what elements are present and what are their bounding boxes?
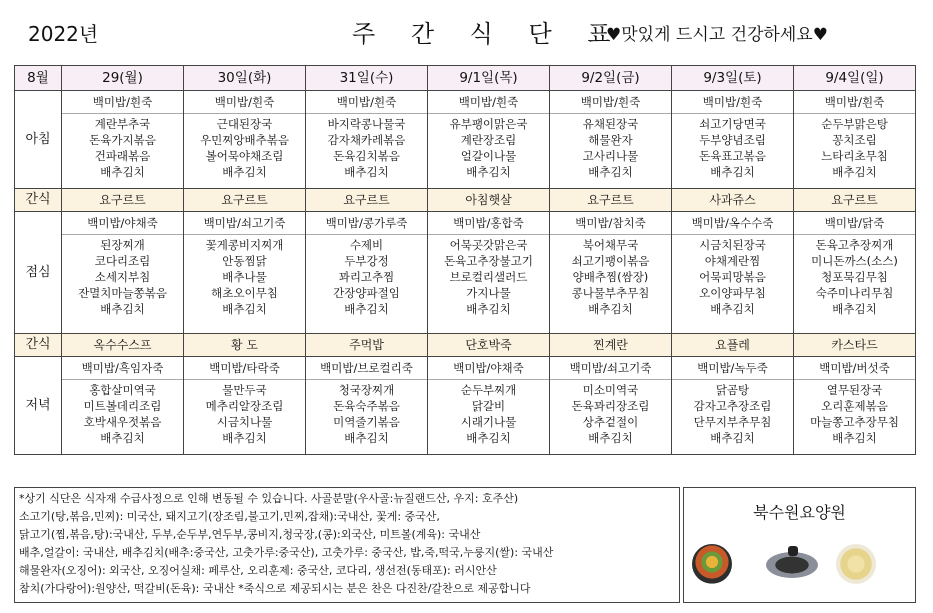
side-dish: 어묵곳갓맑은국 [449, 238, 528, 252]
side-dish: 계란장조림 [460, 133, 517, 147]
side-dish: 시금치나물 [216, 415, 273, 429]
side-dish: 돈육숙주볶음 [333, 399, 400, 413]
side-dish: 배추김치 [100, 165, 145, 179]
snack-item: 카스타드 [794, 334, 916, 357]
day-header: 9/4일(일) [794, 66, 916, 91]
snack-item: 아침햇살 [428, 189, 550, 212]
notes-box [14, 487, 680, 603]
side-dish: 해물완자 [588, 133, 633, 147]
side-dish: 배추김치 [100, 302, 145, 316]
lunch-sides-row [15, 235, 916, 334]
dinner-side-dishes [62, 380, 184, 455]
side-dish: 배추김치 [832, 431, 877, 445]
note-line: 배추,얼갈이: 국내산, 배추김치(배추:중국산, 고춧가루:중국산), 고춧가루: 중국산, 밥,죽,떡국,누룽지(쌀): 국내산 [19, 546, 554, 559]
lunch-main-dish: 백미밥/홍합죽 [428, 212, 550, 235]
snack2-row [15, 334, 916, 357]
year-label: 2022년 [28, 22, 99, 46]
side-dish: 배추김치 [588, 165, 633, 179]
side-dish: 오리훈제볶음 [821, 399, 888, 413]
teapot-lid-icon [788, 546, 798, 556]
snack1-row [15, 189, 916, 212]
side-dish: 배추김치 [466, 165, 511, 179]
day-header: 31일(수) [306, 66, 428, 91]
lunch-main-row [15, 212, 916, 235]
side-dish: 호박새우젓볶음 [83, 415, 162, 429]
snack-item: 요구르트 [62, 189, 184, 212]
side-dish: 숙주미나리무침 [815, 286, 894, 300]
dinner-side-dishes [550, 380, 672, 455]
breakfast-sides-row [15, 114, 916, 189]
snack-item: 옥수수스프 [62, 334, 184, 357]
snack2-label: 간식 [15, 334, 62, 357]
side-dish: 배추김치 [222, 165, 267, 179]
side-dish: 배추김치 [832, 302, 877, 316]
lunch-main-dish: 백미밥/참치죽 [550, 212, 672, 235]
side-dish: 바지락콩나물국 [327, 117, 406, 131]
day-header: 29(월) [62, 66, 184, 91]
side-dish: 꽈리고추찜 [338, 270, 395, 284]
facility-name: 북수원요양원 [753, 503, 846, 522]
side-dish: 미니돈까스(소스) [811, 254, 898, 268]
breakfast-main-dish: 백미밥/흰죽 [794, 91, 916, 114]
breakfast-main-dish: 백미밥/흰죽 [62, 91, 184, 114]
side-dish: 닭갈비 [471, 399, 506, 413]
breakfast-side-dishes [184, 114, 306, 189]
dinner-side-dishes [184, 380, 306, 455]
side-dish: 배추김치 [466, 431, 511, 445]
day-header: 9/3일(토) [672, 66, 794, 91]
lunch-side-dishes [306, 235, 428, 334]
breakfast-label: 아침 [15, 91, 62, 189]
side-dish: 브로컬리샐러드 [449, 270, 528, 284]
side-dish: 돈육김치볶음 [333, 149, 400, 163]
breakfast-side-dishes [794, 114, 916, 189]
side-dish: 청포묵김무침 [821, 270, 888, 284]
side-dish: 배추김치 [100, 431, 145, 445]
side-dish: 배추김치 [710, 431, 755, 445]
note-line: 닭고기(찜,볶음,탕):국내산, 두부,순두부,연두부,콩비지,청국장,(콩):외국산, 미트볼(계육): 국내산 [19, 528, 481, 541]
weekly-menu-table [14, 65, 916, 455]
snack-item: 요구르트 [184, 189, 306, 212]
side-dish: 미소미역국 [582, 383, 639, 397]
side-dish: 홍합살미역국 [89, 383, 156, 397]
breakfast-main-dish: 백미밥/흰죽 [306, 91, 428, 114]
side-dish: 볼어묵야채조림 [205, 149, 284, 163]
snack-item: 요구르트 [550, 189, 672, 212]
dinner-main-row [15, 357, 916, 380]
snack-item: 요플레 [672, 334, 794, 357]
rice-cake-icon [836, 544, 876, 584]
side-dish: 쇠고기팽이볶음 [571, 254, 650, 268]
page-title: 주 간 식 단 표 [352, 20, 625, 48]
side-dish: 고사리나물 [582, 149, 639, 163]
side-dish: 우민찌앙배추볶음 [200, 133, 289, 147]
side-dish: 단무지부추무침 [693, 415, 772, 429]
snack-item: 황 도 [184, 334, 306, 357]
side-dish: 열무된장국 [826, 383, 883, 397]
dinner-main-dish: 백미밥/타락죽 [184, 357, 306, 380]
side-dish: 배추김치 [588, 302, 633, 316]
day-header: 9/2일(금) [550, 66, 672, 91]
lunch-main-dish: 백미밥/옥수수죽 [672, 212, 794, 235]
note-line: 해물완자(오징어): 외국산, 오징어실채: 페루산, 오리훈제: 중국산, 코다리, 생선전(동태포): 러시안산 [19, 564, 497, 577]
snack-item: 요구르트 [794, 189, 916, 212]
month-cell: 8월 [15, 66, 62, 91]
side-dish: 돈육고추장찌개 [815, 238, 894, 252]
dinner-sides-row [15, 380, 916, 455]
side-dish: 수제비 [349, 238, 384, 252]
snack-item: 사과쥬스 [672, 189, 794, 212]
side-dish: 가지나물 [466, 286, 511, 300]
dinner-main-dish: 백미밥/쇠고기죽 [550, 357, 672, 380]
side-dish: 잔멸치마늘쫑볶음 [78, 286, 167, 300]
lunch-side-dishes [184, 235, 306, 334]
lunch-side-dishes [550, 235, 672, 334]
dinner-main-dish: 백미밥/야채죽 [428, 357, 550, 380]
side-dish: 꽁치조림 [832, 133, 877, 147]
side-dish: 느타리초무침 [821, 149, 888, 163]
facility-box [683, 487, 916, 603]
dinner-side-dishes [428, 380, 550, 455]
breakfast-main-row [15, 91, 916, 114]
side-dish: 상추겉절이 [582, 415, 639, 429]
side-dish: 근대된장국 [216, 117, 273, 131]
side-dish: 미트볼데리조림 [83, 399, 162, 413]
breakfast-side-dishes [550, 114, 672, 189]
dinner-side-dishes [672, 380, 794, 455]
side-dish: 소세지부침 [94, 270, 151, 284]
side-dish: 어묵피망볶음 [699, 270, 766, 284]
side-dish: 청국장찌개 [338, 383, 395, 397]
dinner-main-dish: 백미밥/흑임자죽 [62, 357, 184, 380]
side-dish: 해초오이무침 [211, 286, 278, 300]
dinner-side-dishes [306, 380, 428, 455]
side-dish: 순두부맑은탕 [821, 117, 888, 131]
dinner-main-dish: 백미밥/녹두죽 [672, 357, 794, 380]
side-dish: 배추나물 [222, 270, 267, 284]
side-dish: 닭곰탕 [715, 383, 750, 397]
side-dish: 물만두국 [222, 383, 267, 397]
side-dish: 꽃게콩비지찌개 [205, 238, 284, 252]
side-dish: 얼갈이나물 [460, 149, 517, 163]
day-header: 9/1일(목) [428, 66, 550, 91]
side-dish: 양배추찜(쌈장) [572, 270, 649, 284]
breakfast-side-dishes [62, 114, 184, 189]
dinner-side-dishes [794, 380, 916, 455]
lunch-main-dish: 백미밥/콩가루죽 [306, 212, 428, 235]
side-dish: 배추김치 [222, 431, 267, 445]
side-dish: 감자채카레볶음 [327, 133, 406, 147]
note-line: 소고기(탕,볶음,민찌): 미국산, 돼지고기(장조림,불고기,민찌,잡채):국내산, 꽃게: 중국산, [19, 510, 440, 523]
side-dish: 야채계란찜 [704, 254, 761, 268]
lunch-main-dish: 백미밥/닭죽 [794, 212, 916, 235]
side-dish: 건파래볶음 [94, 149, 151, 163]
side-dish: 안동찜닭 [222, 254, 267, 268]
side-dish: 시래기나물 [460, 415, 517, 429]
side-dish: 돈육꽈리장조림 [571, 399, 650, 413]
breakfast-main-dish: 백미밥/흰죽 [184, 91, 306, 114]
lunch-label: 점심 [15, 212, 62, 334]
breakfast-main-dish: 백미밥/흰죽 [672, 91, 794, 114]
day-header: 30일(화) [184, 66, 306, 91]
dinner-main-dish: 백미밥/브로컬리죽 [306, 357, 428, 380]
breakfast-side-dishes [428, 114, 550, 189]
snack-item: 요구르트 [306, 189, 428, 212]
side-dish: 돈육가지볶음 [89, 133, 156, 147]
lunch-main-dish: 백미밥/쇠고기죽 [184, 212, 306, 235]
snack1-label: 간식 [15, 189, 62, 212]
side-dish: 순두부찌개 [460, 383, 517, 397]
note-line: *상기 식단은 식자재 수급사정으로 인해 변동될 수 있습니다. 사골분말(우사골:뉴질랜드산, 우지: 호주산) [19, 492, 519, 505]
side-dish: 배추김치 [710, 302, 755, 316]
side-dish: 간장양파절임 [333, 286, 400, 300]
side-dish: 북어채무국 [582, 238, 639, 252]
side-dish: 두부강정 [344, 254, 389, 268]
lunch-side-dishes [62, 235, 184, 334]
side-dish: 유부팽이맑은국 [449, 117, 528, 131]
side-dish: 코다리조림 [94, 254, 151, 268]
lunch-side-dishes [428, 235, 550, 334]
side-dish: 배추김치 [588, 431, 633, 445]
side-dish: 미역줄기볶음 [333, 415, 400, 429]
side-dish: 배추김치 [344, 431, 389, 445]
side-dish: 배추김치 [710, 165, 755, 179]
header-row [15, 66, 916, 91]
side-dish: 메추리알장조림 [205, 399, 284, 413]
side-dish: 시금치된장국 [699, 238, 766, 252]
side-dish: 배추김치 [344, 165, 389, 179]
side-dish: 계란부추국 [94, 117, 151, 131]
side-dish: 마늘쫑고추장무침 [810, 415, 899, 429]
breakfast-main-dish: 백미밥/흰죽 [428, 91, 550, 114]
side-dish: 감자고추장조림 [693, 399, 772, 413]
lunch-side-dishes [672, 235, 794, 334]
side-dish: 유채된장국 [582, 117, 639, 131]
breakfast-side-dishes [306, 114, 428, 189]
side-dish: 돈육고추장불고기 [444, 254, 533, 268]
snack-item: 주먹밥 [306, 334, 428, 357]
side-dish: 된장찌개 [100, 238, 145, 252]
dinner-main-dish: 백미밥/버섯죽 [794, 357, 916, 380]
side-dish: 오이양파무침 [699, 286, 766, 300]
slogan: ♥맛있게 드시고 건강하세요♥ [606, 25, 828, 45]
snack-item: 단호박죽 [428, 334, 550, 357]
dinner-label: 저녁 [15, 357, 62, 455]
bibimbap-icon [692, 544, 732, 584]
lunch-side-dishes [794, 235, 916, 334]
breakfast-side-dishes [672, 114, 794, 189]
note-line: 참치(가다랑어):원양산, 떡갈비(돈육): 국내산 *죽식으로 제공되시는 분은 찬은 다진찬/갈찬으로 제공합니다 [19, 582, 531, 595]
side-dish: 두부양념조림 [699, 133, 766, 147]
side-dish: 배추김치 [832, 165, 877, 179]
side-dish: 배추김치 [222, 302, 267, 316]
snack-item: 찐계란 [550, 334, 672, 357]
side-dish: 쇠고기당면국 [699, 117, 766, 131]
side-dish: 배추김치 [466, 302, 511, 316]
side-dish: 돈육표고볶음 [699, 149, 766, 163]
side-dish: 배추김치 [344, 302, 389, 316]
lunch-main-dish: 백미밥/야채죽 [62, 212, 184, 235]
breakfast-main-dish: 백미밥/흰죽 [550, 91, 672, 114]
side-dish: 콩나물부추무침 [571, 286, 650, 300]
